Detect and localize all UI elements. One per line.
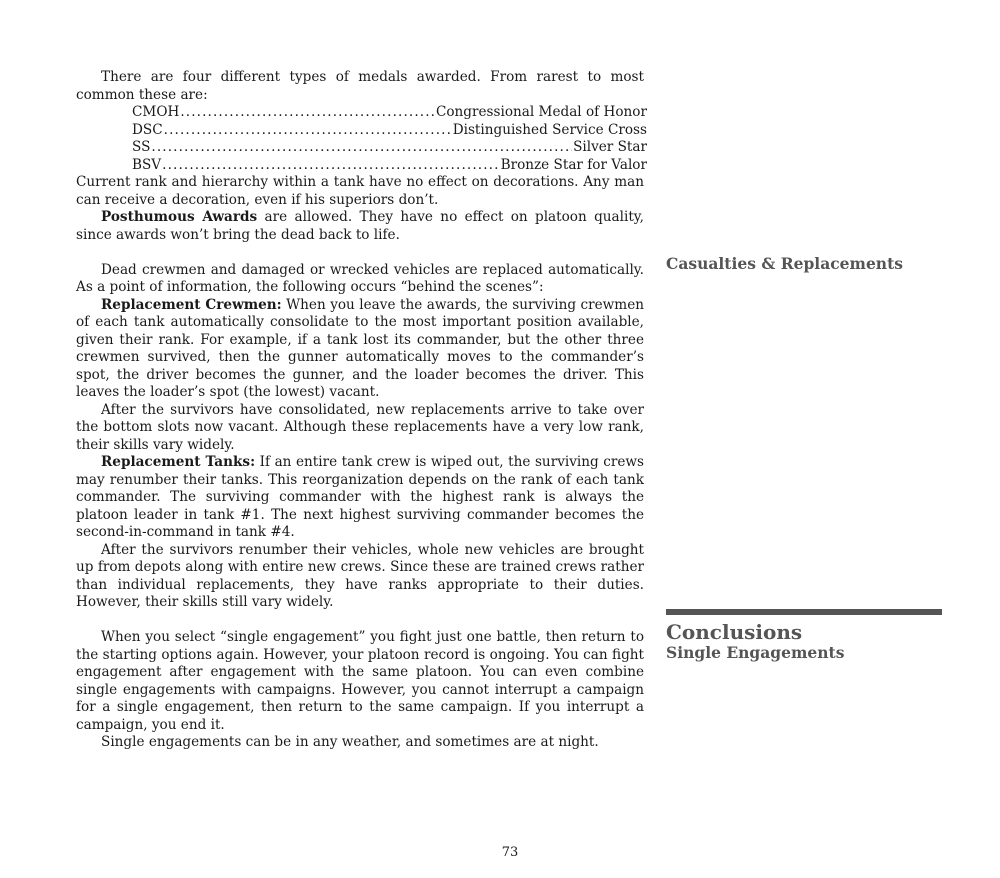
single-engagement-paragraph: When you select “single engagement” you fight just one battle, then return to the starting options again. However, your platoon record is ongoing. You can fight engagement after engagement with the same platoon. You can even combine single engagements with campaigns. However, you cannot interrupt a campaign for a single engagement, then return to the same campaign. If you interrupt a campaign, you end it. (76, 629, 644, 733)
leader-dots (180, 104, 435, 122)
leader-dots (162, 157, 499, 175)
replacement-crewmen-paragraph (76, 297, 644, 402)
after-renumber-paragraph: After the survivors renumber their vehicles, whole new vehicles are brought up from depots along with entire new crews. Since these are trained crews rather than individual replacements, they have ranks appropriate to their duties. However, their skills still vary widely. (76, 541, 644, 610)
replacement-tanks-text: If an entire tank crew is wiped out, the surviving crews may renumber their tanks. This reorganization depends on the rank of each tank commander. The surviving commander with the highest rank is always the platoon leader in tank #1. The next highest surviving commander becomes the second-in-command in tank #4. (76, 454, 645, 540)
after-consolidated-paragraph: After the survivors have consolidated, new replacements arrive to take over the bottom slots now vacant. Although these replacements have a very low rank, their skills vary widely. (76, 401, 644, 453)
medal-name: Distinguished Service Cross (452, 121, 647, 138)
rank-note: Current rank and hierarchy within a tank have no effect on decorations. Any man can receive a decoration, even if his superiors don’t. (76, 174, 644, 208)
weather-paragraph: Single engagements can be in any weather, and sometimes are at night. (101, 734, 599, 750)
medal-name: Bronze Star for Valor (500, 156, 647, 173)
sidebar-casualties (666, 254, 946, 273)
medal-row (132, 122, 647, 140)
single-engagements-heading: Single Engagements (666, 643, 845, 662)
medal-list (132, 104, 647, 174)
medal-row (132, 157, 647, 175)
medals-intro: There are four different types of medals awarded. From rarest to most common these are: (76, 69, 644, 103)
medal-abbr: BSV (132, 156, 162, 173)
replacement-crewmen-text: When you leave the awards, the surviving crewmen of each tank automatically consolidate to the most important position available, given their rank. For example, if a tank lost its commander, but the other three crewmen survived, then the gunner automatically moves to the commander’s spot, the driver becomes the gunner, and the loader becomes the driver. This leaves the loader’s spot (the lowest) vacant. (76, 296, 644, 400)
conclusions-heading: Conclusions (666, 620, 803, 644)
casualties-intro: Dead crewmen and damaged or wrecked vehicles are replaced automatically. As a point of information, the following occurs “behind the scenes”: (76, 261, 644, 295)
leader-dots (151, 139, 572, 157)
main-text-column (76, 69, 647, 752)
leader-dots (164, 122, 452, 140)
replacement-tanks-paragraph (76, 454, 644, 542)
medal-abbr: CMOH (132, 104, 180, 120)
medal-abbr: SS (132, 139, 151, 155)
section-divider-bar (666, 609, 942, 615)
casualties-heading: Casualties & Replacements (666, 254, 903, 273)
medal-abbr: DSC (132, 121, 163, 138)
replacement-crewmen-label: Replacement Crewmen: (101, 296, 282, 313)
posthumous-paragraph (76, 209, 644, 244)
posthumous-label: Posthumous Awards (101, 209, 258, 225)
medal-row (132, 104, 647, 122)
medal-row (132, 139, 647, 157)
page-number: 73 (501, 845, 519, 860)
posthumous-text: are allowed. They have no effect on platoon quality, since awards won’t bring the dead back to life. (76, 209, 644, 243)
medal-name: Congressional Medal of Honor (435, 104, 647, 120)
medal-name: Silver Star (573, 139, 647, 155)
replacement-tanks-label: Replacement Tanks: (101, 454, 256, 470)
